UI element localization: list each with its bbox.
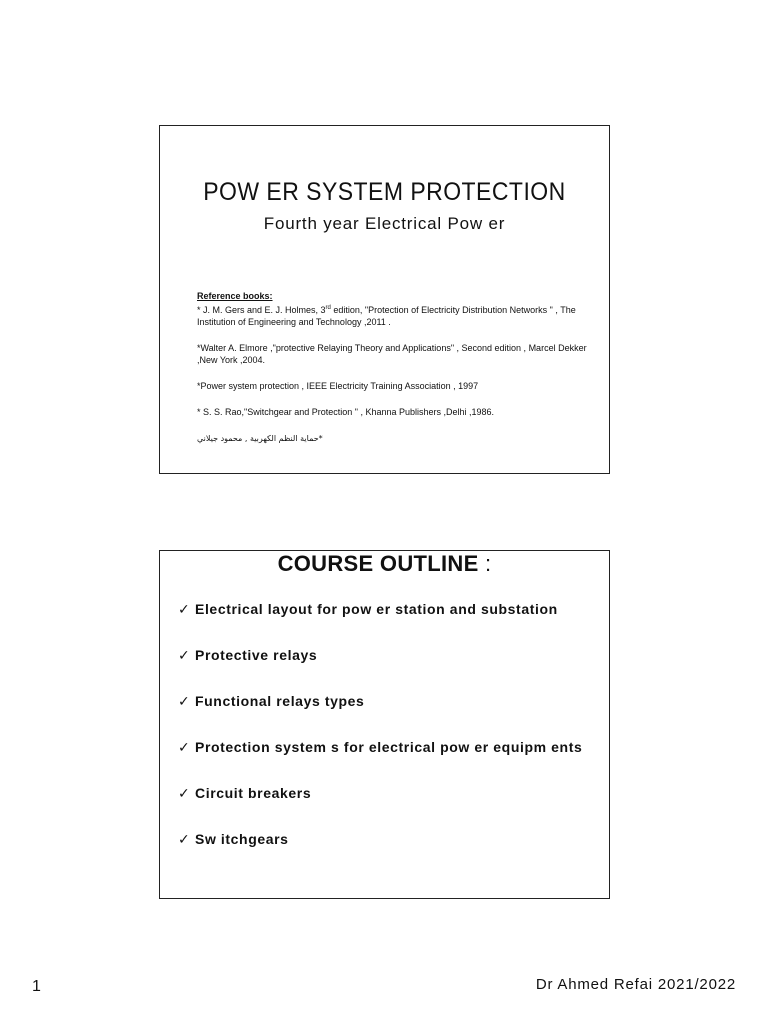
list-item-label: Electrical layout for pow er station and substation [195, 601, 558, 617]
reference-superscript: rd [325, 305, 331, 311]
course-outline-title [160, 551, 609, 577]
checkmark-icon: ✓ [178, 831, 191, 847]
checkmark-icon: ✓ [178, 601, 191, 617]
list-item [178, 693, 582, 739]
reference-text-arabic: *حماية النظم الكهربية , محمود جيلاني [197, 434, 323, 443]
checkmark-icon: ✓ [178, 785, 191, 801]
course-outline-title-text: COURSE OUTLINE [277, 551, 479, 576]
list-item-label: Circuit breakers [195, 785, 312, 801]
list-item [178, 739, 582, 785]
reference-heading: Reference books: [197, 291, 273, 301]
reference-text: * J. M. Gers and E. J. Holmes, 3 [197, 305, 326, 315]
course-outline-list [178, 601, 582, 877]
slide-subtitle: Fourth year Electrical Pow er [263, 214, 506, 233]
page-number: 1 [32, 978, 41, 995]
reference-text: edition, "Protection of Electricity Distribution Networks " , The Institution of Engineering and Technology ,2011 . [197, 305, 576, 327]
reference-item: *Power system protection , IEEE Electricity Training Association , 1997 [197, 381, 479, 391]
list-item-label: Protective relays [195, 647, 318, 663]
slide-title-heading: POW ER SYSTEM PROTECTION [203, 178, 566, 206]
checkmark-icon: ✓ [178, 739, 191, 755]
list-item-label: Sw itchgears [195, 831, 289, 847]
list-item-label: Functional relays types [195, 693, 365, 709]
checkmark-icon: ✓ [178, 647, 191, 663]
reference-item: *Walter A. Elmore ,"protective Relaying Theory and Applications" , Second edition , Marcel Dekker ,New York ,2004. [197, 343, 587, 365]
course-outline-title-colon: : [478, 551, 492, 576]
reference-item: * S. S. Rao,"Switchgear and Protection " , Khanna Publishers ,Delhi ,1986. [197, 407, 495, 417]
checkmark-icon: ✓ [178, 693, 191, 709]
footer-author: Dr Ahmed Refai 2021/2022 [535, 976, 736, 993]
list-item [178, 785, 582, 831]
reference-item-arabic [197, 432, 597, 445]
slide-course-outline [159, 550, 610, 899]
list-item-label: Protection system s for electrical pow er equipm ents [195, 739, 583, 755]
list-item [178, 647, 582, 693]
reference-item [197, 304, 597, 328]
list-item [178, 831, 582, 877]
list-item [178, 601, 582, 647]
slide-title [159, 125, 610, 474]
reference-list [197, 290, 597, 459]
